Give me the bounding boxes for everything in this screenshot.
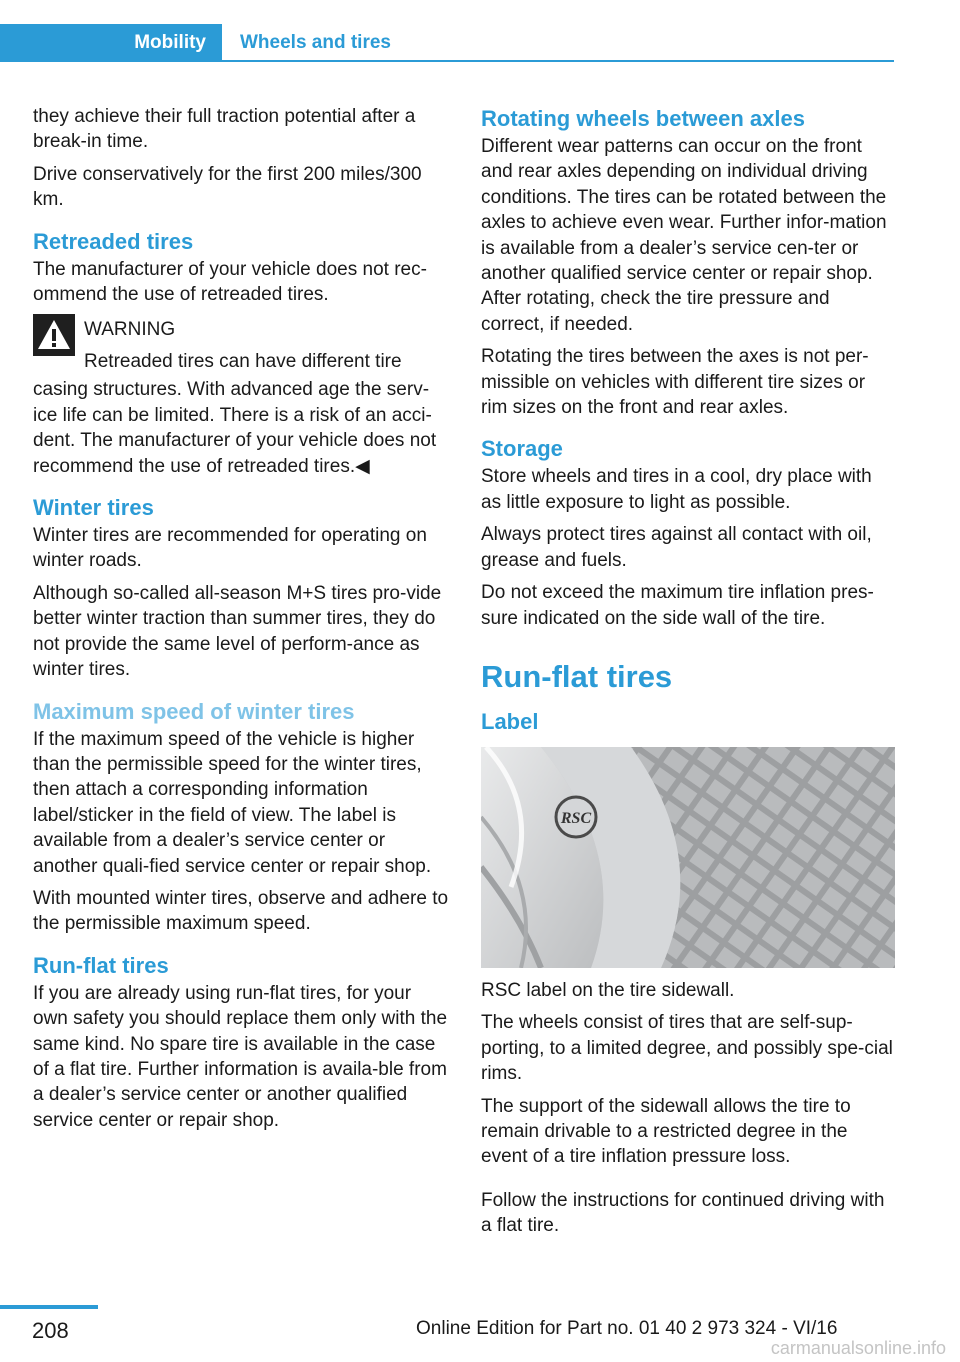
paragraph: The wheels consist of tires that are self-sup‐porting, to a limited degree, and possibly spe‐cial rims.: [481, 1012, 893, 1085]
heading-retreaded-tires: Retreaded tires: [33, 228, 194, 254]
paragraph: With mounted winter tires, observe and adhere to the permissible maximum speed.: [33, 887, 449, 935]
page-number: 208: [32, 1318, 69, 1343]
paragraph: Store wheels and tires in a cool, dry place with as little exposure to light as possible.: [481, 466, 872, 513]
paragraph: The support of the sidewall allows the tire to remain drivable to a restricted degree in the event of a tire inflation pressure loss.: [481, 1095, 851, 1168]
heading-run-flat-tires: Run-flat tires: [33, 952, 169, 978]
warning-label: WARNING: [84, 319, 176, 341]
paragraph: Winter tires are recommended for operating on winter roads.: [33, 525, 427, 572]
paragraph: The manufacturer of your vehicle does not rec‐ommend the use of retreaded tires.: [33, 258, 427, 306]
left-column: [33, 104, 449, 1140]
chapter-tab-label: Mobility: [134, 32, 206, 53]
heading-rotating-wheels: Rotating wheels between axles: [481, 106, 805, 131]
heading-storage: Storage: [481, 436, 563, 462]
heading-max-speed-winter: Maximum speed of winter tires: [33, 698, 355, 724]
right-column: [481, 104, 895, 1246]
paragraph: Do not exceed the maximum tire inflation pres‐sure indicated on the side wall of the tire.: [481, 582, 874, 629]
subheading-label: Label: [481, 708, 539, 734]
page-header: [0, 24, 894, 62]
warning-text: casing structures. With advanced age the serv‐ice life can be limited. There is a risk of an acci‐dent. The manufacturer of your vehicle does not recommend the use of retreaded tires.◀: [33, 379, 437, 477]
warning-block: [33, 314, 449, 479]
edition-note: Online Edition for Part no. 01 40 2 973 324 - VI/16: [416, 1318, 838, 1339]
tire-sidewall-image: [481, 747, 895, 968]
footer-rule: [0, 1305, 98, 1309]
paragraph: If you are already using run-flat tires, for your own safety you should replace them only with the same kind. No spare tire is available in the case of a flat tire. Further information is availa‐ble from a dealer’s service center or another qualified service center or repair shop.: [33, 982, 448, 1131]
paragraph: Different wear patterns can occur on the front and rear axles depending on individual driving conditions. The tires can be rotated between the axles to achieve even wear. Further infor‐mation is available from a dealer’s service cen‐ter or another qualified service center or repair shop. After rotating, check the tire pressure and correct, if needed.: [481, 136, 887, 335]
header-rule: [222, 60, 894, 62]
section-title: Wheels and tires: [240, 32, 391, 53]
chapter-heading-run-flat: Run-flat tires: [481, 658, 673, 694]
watermark: carmanualsonline.info: [770, 1338, 946, 1358]
paragraph: Although so-called all-season M+S tires pro‐vide better winter traction than summer tires, they do not provide the same level of perform‐ance as winter tires.: [33, 582, 442, 681]
paragraph: Always protect tires against all contact with oil, grease and fuels.: [481, 524, 872, 571]
paragraph: Follow the instructions for continued driving with a flat tire.: [481, 1189, 885, 1237]
heading-winter-tires: Winter tires: [33, 495, 154, 521]
chapter-tab: [0, 24, 222, 62]
warning-text-first-line: Retreaded tires can have different tire: [84, 350, 402, 372]
image-caption: RSC label on the tire sidewall.: [481, 979, 735, 1001]
rsc-logo: RSC: [560, 809, 592, 827]
paragraph: Drive conservatively for the first 200 miles/300 km.: [33, 163, 422, 211]
warning-triangle-icon: [33, 314, 75, 356]
paragraph: If the maximum speed of the vehicle is higher than the permissible speed for the winter tires, then attach a corresponding information label/sticker in the field of view. The label is available from a dealer’s service center or another quali‐fied service center or repair shop.: [33, 728, 432, 877]
tire-illustration: [481, 747, 895, 968]
paragraph: they achieve their full traction potential after a break-in time.: [33, 106, 416, 153]
paragraph: Rotating the tires between the axes is not per‐missible on vehicles with different tire sizes or rim sizes on the front and rear axles.: [481, 346, 869, 419]
